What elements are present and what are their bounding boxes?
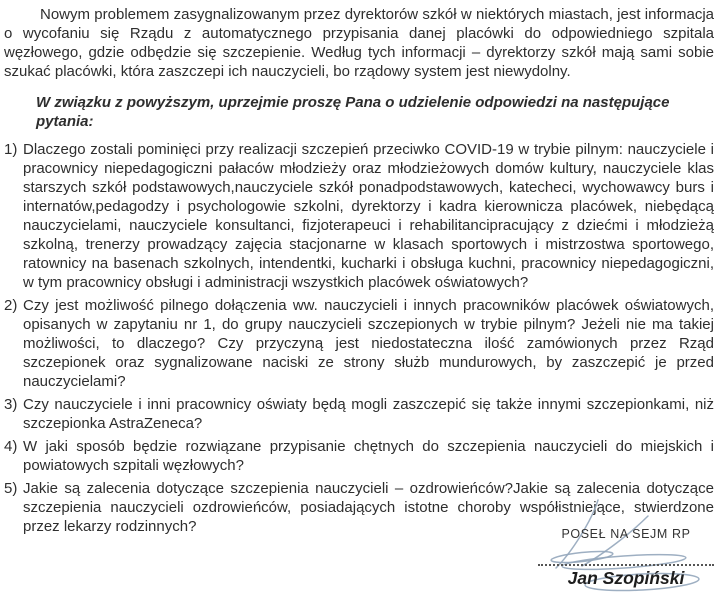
request-line: W związku z powyższym, uprzejmie proszę Pana o udzielenie odpowiedzi na następujące pytania: [36, 94, 670, 130]
question-number: 4) [4, 438, 18, 455]
questions-list [4, 140, 714, 536]
signature-line [538, 564, 714, 566]
question-text: Czy nauczyciele i inni pracownicy oświaty będą mogli zaszczepić się także innymi szczepionkami, niż szczepionka AstraZeneca? [23, 396, 714, 432]
question-text: Dlaczego zostali pominięci przy realizacji szczepień przeciwko COVID-19 w trybie pilnym: nauczyciele i pracownicy niepedagogiczni pałaców młodzieży oraz młodzieżowych domów kultury, nauczyciele klas starszych szkół podstawowych,nauczyciele szkół ponadpodstawowych, katecheci, wychowawcy burs i internatów,pedagodzy i psychologowie szkolni, dyrektorzy i kadra kierownicza placówek, niebędącą nauczycielami, nauczyciele konsultanci, fizjoterapeuci i rehabilitancipracujący z dziećmi i młodzieżą szkolną, trenerzy prowadzący zajęcia stacjonarne w klasach sportowych i mistrzostwa sportowego, ratownicy na basenach szkolnych, intendentki, kucharki i obsługa kuchni, pracownicy niepedagogiczni, w tym pracownicy obsługi i administracji wszystkich placówek oświatowych? [23, 141, 714, 291]
signature-name: Jan Szopiński [567, 568, 685, 588]
question-item [4, 437, 714, 475]
question-number: 3) [4, 396, 18, 413]
question-item [4, 296, 714, 391]
question-number: 1) [4, 141, 18, 158]
question-number: 5) [4, 480, 18, 497]
letter-document [4, 5, 714, 540]
signature-block [538, 520, 714, 589]
question-number: 2) [4, 297, 18, 314]
question-item [4, 395, 714, 433]
intro-paragraph: Nowym problemem zasygnalizowanym przez dyrektorów szkół w niektórych miastach, jest informacja o wycofaniu się Rządu z automatycznego przypisania danej placówki do odpowiedniego szpitala węzłowego, gdzie odbędzie się szczepienie. Według tych informacji – dyrektorzy szkół mają sami sobie szukać placówki, która zaszczepi ich nauczycieli, bo rządowy system jest niewydolny. [4, 6, 714, 80]
question-text: Jakie są zalecenia dotyczące szczepienia nauczycieli – ozdrowieńców?Jakie są zalecenia dotyczące szczepienia nauczycieli ozdrowieńców, posiadających istotne choroby współistniejące, stwierdzone przez lekarzy rodzinnych? [23, 480, 714, 535]
question-text: Czy jest możliwość pilnego dołączenia ww. nauczycieli i innych pracowników placówek oświatowych, opisanych w zapytaniu nr 1, do grupy nauczycieli szczepionych w trybie pilnym? Jeżeli nie ma takiej możliwości, to dlaczego? Czy przyczyną jest niedostateczna ilość zamówionych przez Rząd szczepionek oraz sygnalizowane naciski ze strony służb mundurowych, by zaszczepić je przed nauczycielami? [23, 297, 714, 390]
signature-role: POSEŁ NA SEJM RP [561, 527, 691, 541]
question-text: W jaki sposób będzie rozwiązane przypisanie chętnych do szczepienia nauczycieli do miejskich i powiatowych szpitali węzłowych? [23, 438, 714, 474]
question-item [4, 140, 714, 292]
